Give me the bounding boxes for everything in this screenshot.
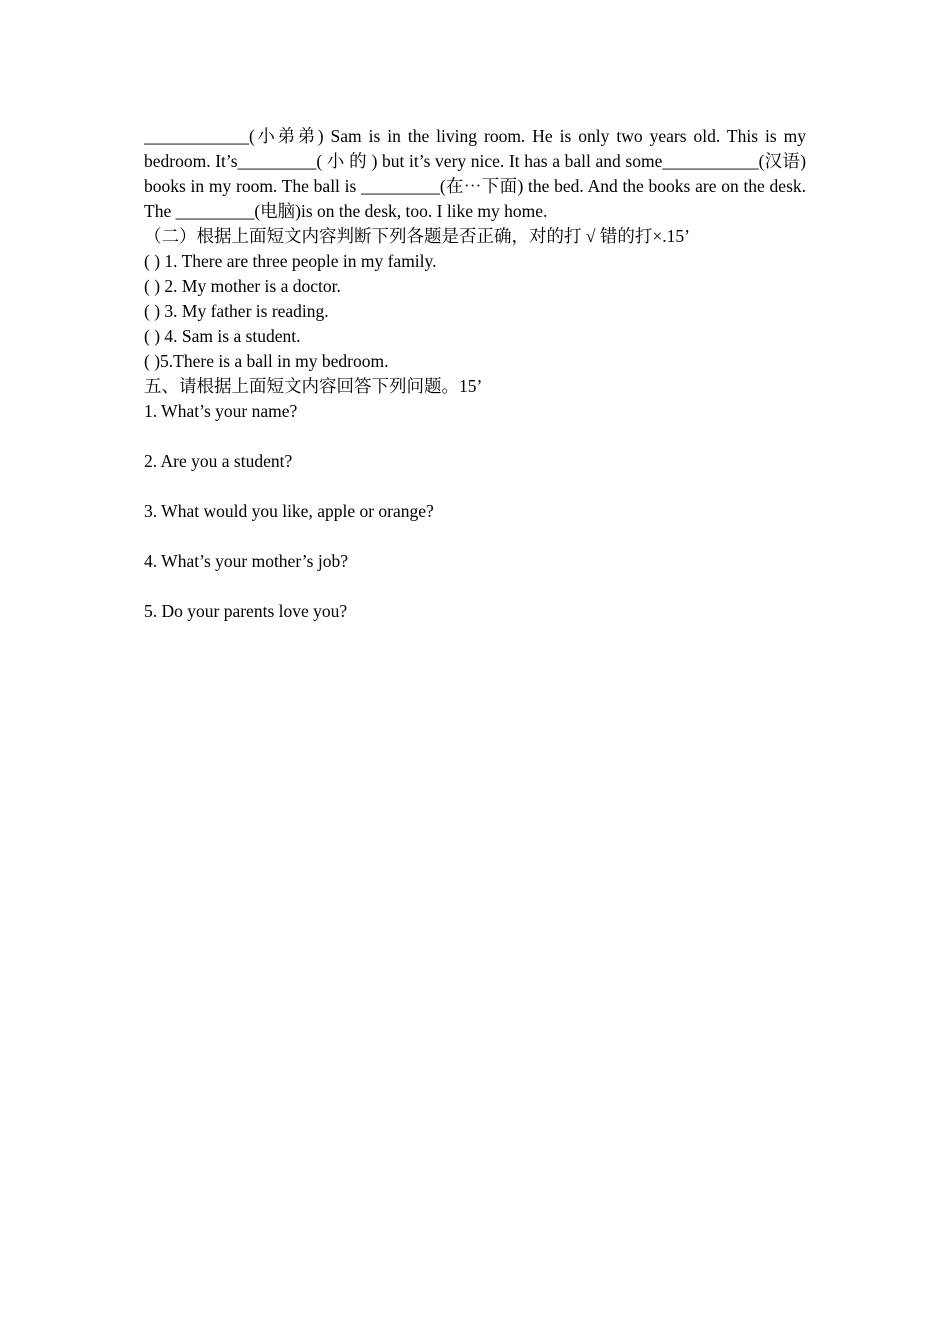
section5-heading: 五、请根据上面短文内容回答下列问题。15’ bbox=[144, 376, 483, 396]
passage-text-2: but it’s very nice. It has a ball and some bbox=[377, 151, 663, 171]
fill-blank-3[interactable]: ___________ bbox=[662, 151, 759, 171]
question-item: 2. Are you a student? bbox=[144, 451, 293, 471]
true-false-item[interactable]: ( )5.There is a ball in my bedroom. bbox=[144, 351, 389, 371]
question-item: 5. Do your parents love you? bbox=[144, 601, 348, 621]
fill-blank-1[interactable]: ____________ bbox=[144, 126, 249, 146]
section2-heading: （二）根据上面短文内容判断下列各题是否正确，对的打 √ 错的打×.15’ bbox=[144, 226, 690, 246]
question-item: 1. What’s your name? bbox=[144, 401, 298, 421]
answer-space[interactable] bbox=[144, 424, 806, 449]
passage-text-3: books in my room. The ball is bbox=[144, 176, 362, 196]
blank-hint-5: (电脑) bbox=[254, 201, 301, 221]
true-false-item[interactable]: ( ) 4. Sam is a student. bbox=[144, 326, 301, 346]
blank-hint-1: (小弟弟) bbox=[249, 126, 324, 146]
blank-hint-3: (汉语) bbox=[758, 151, 807, 171]
answer-space[interactable] bbox=[144, 524, 806, 549]
fill-blank-5[interactable]: _________ bbox=[175, 201, 255, 221]
answer-space[interactable] bbox=[144, 574, 806, 599]
answer-space[interactable] bbox=[144, 624, 806, 649]
question-item: 3. What would you like, apple or orange? bbox=[144, 501, 434, 521]
blank-hint-2: ( 小 的 ) bbox=[316, 151, 378, 171]
true-false-item[interactable]: ( ) 1. There are three people in my family. bbox=[144, 251, 437, 271]
question-item: 4. What’s your mother’s job? bbox=[144, 551, 348, 571]
passage-text-5: is on the desk, too. I like my home. bbox=[301, 201, 548, 221]
answer-space[interactable] bbox=[144, 474, 806, 499]
blank-hint-4: (在⋯下面) bbox=[439, 176, 524, 196]
document-page bbox=[144, 124, 806, 649]
true-false-item[interactable]: ( ) 2. My mother is a doctor. bbox=[144, 276, 341, 296]
passage-paragraph bbox=[144, 124, 806, 224]
fill-blank-2[interactable]: _________ bbox=[237, 151, 317, 171]
fill-blank-4[interactable]: _________ bbox=[361, 176, 440, 196]
true-false-item[interactable]: ( ) 3. My father is reading. bbox=[144, 301, 329, 321]
passage-text-1: Sam is in the living room. He is only two years old. This is my bedroom. It’s bbox=[144, 126, 806, 171]
passage-text-4: the bed. And the books are on the desk. The bbox=[144, 176, 807, 221]
